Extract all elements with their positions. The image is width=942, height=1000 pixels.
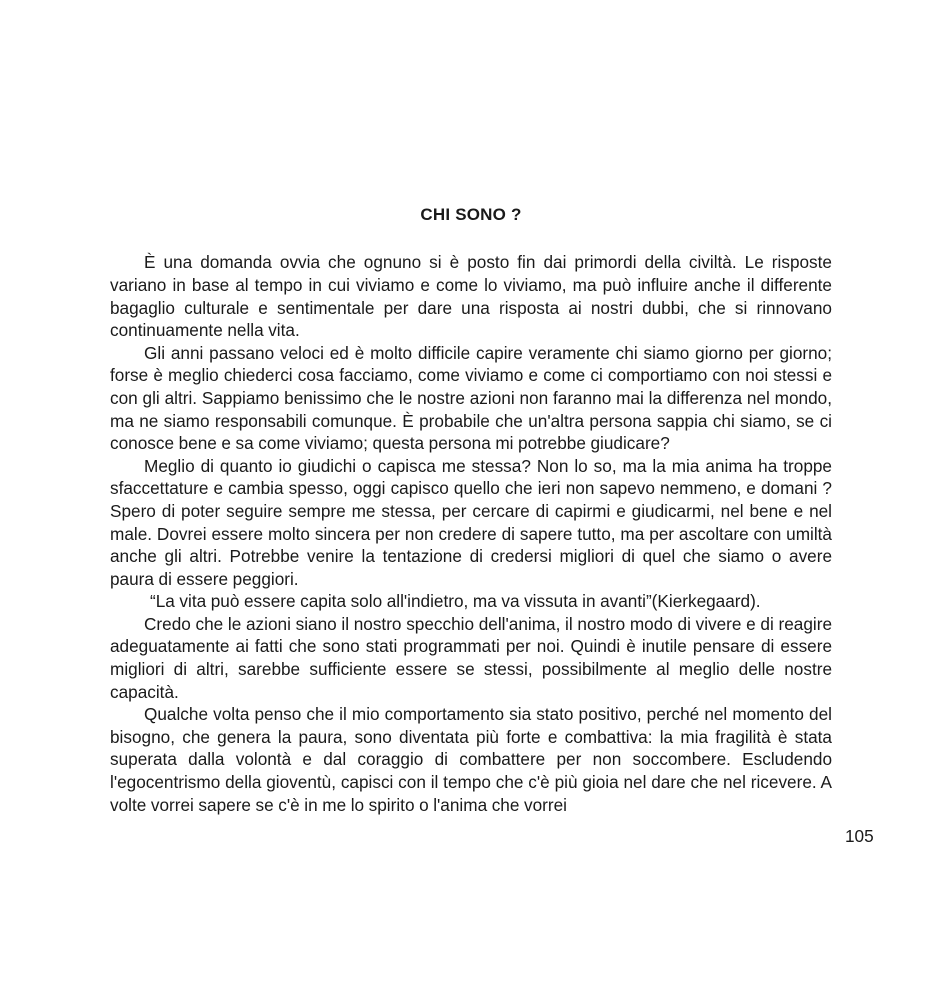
body-paragraph: È una domanda ovvia che ognuno si è posto fin dai primordi della civiltà. Le risposte variano in base al tempo in cui viviamo e come lo viviamo, ma può influire anche il differente bagaglio culturale e sentimentale per dare una risposta ai nostri dubbi, che si rinnovano continuamente nella vita. <box>110 252 832 341</box>
body-paragraph: Meglio di quanto io giudichi o capisca me stessa? Non lo so, ma la mia anima ha troppe sfaccettature e cambia spesso, oggi capisco quello che ieri non sapevo nemmeno, e domani ? Spero di poter seguire sempre me stessa, per cercare di capirmi e giudicarmi, nel bene e nel male. Dovrei essere molto sincera per non credere di sapere tutto, ma per ascoltare con umiltà anche gli altri. Potrebbe venire la tentazione di credersi migliori di quel che siamo o avere paura di essere peggiori. <box>110 455 832 589</box>
body-paragraph: Credo che le azioni siano il nostro specchio dell'anima, il nostro modo di vivere e di reagire adeguatamente ai fatti che sono stati programmati per noi. Quindi è inutile pensare di essere migliori di altri, sarebbe sufficiente essere se stessi, possibilmente al meglio delle nostre capacità. <box>110 613 832 702</box>
text-column <box>110 205 832 816</box>
kierkegaard-quote-paragraph: “La vita può essere capita solo all'indietro, ma va vissuta in avanti”(Kierkegaard). <box>150 591 761 612</box>
body-paragraph: Qualche volta penso che il mio comportamento sia stato positivo, perché nel momento del bisogno, che genera la paura, sono diventata più forte e combattiva: la mia fragilità è stata superata dalla volontà e dal coraggio di combattere per non soccombere. Escludendo l'egocentrismo della gioventù, capisci con il tempo che c'è più gioia nel dare che nel ricevere. A volte vorrei sapere se c'è in me lo spirito o l'anima che vorrei <box>110 704 832 815</box>
page-number: 105 <box>845 826 874 846</box>
chapter-heading: CHI SONO ? <box>420 205 522 224</box>
body-paragraph: Gli anni passano veloci ed è molto difficile capire veramente chi siamo giorno per giorno; forse è meglio chiederci cosa facciamo, come viviamo e come ci comportiamo con noi stessi e con gli altri. Sappiamo benissimo che le nostre azioni non faranno mai la differenza nel mondo, ma ne siamo responsabili comunque. È probabile che un'altra persona sappia chi siamo, se ci conosce bene e sa come viviamo; questa persona mi potrebbe giudicare? <box>110 342 832 454</box>
